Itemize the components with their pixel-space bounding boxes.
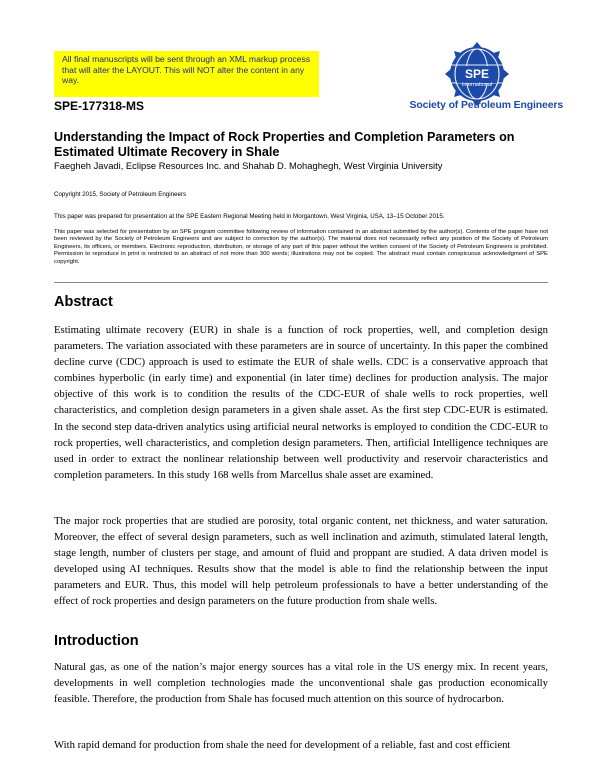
introduction-paragraph-1: Natural gas, as one of the nation’s major energy sources has a vital role in the US energy mix. In recent years, developments in well completion technologies made the unconventional shale gas production economically feasible. Therefore, the production from Shale has focused much attention on this source of hydrocarbon. xyxy=(54,661,548,706)
xml-markup-notice: All final manuscripts will be sent through an XML markup process that will alter the LAYOUT. This will NOT alter the content in any way. xyxy=(54,51,319,97)
paper-id: SPE-177318-MS xyxy=(54,99,145,113)
selection-statement: This paper was selected for presentation by an SPE program committee following review of information contained in an abstract submitted by the author(s). Contents of the paper have not been reviewed by the Society of Petroleum Engineers and are subject to correction by the author(s). The material does not necessarily reflect any position of the Society of Petroleum Engineers, its officers, or members. Electronic reproduction, distribution, or storage of any part of this paper without the written consent of the Society of Petroleum Engineers is prohibited. Permission to reproduce in print is restricted to an abstract of not more than 300 words; illustrations may not be copied. The abstract must contain conspicuous acknowledgment of SPE copyright. xyxy=(54,229,548,265)
prepared-statement: This paper was prepared for presentation at the SPE Eastern Regional Meeting held in Morgantown, West Virginia, USA, 13–15 October 2015. xyxy=(54,213,445,220)
copyright-line: Copyright 2015, Society of Petroleum Engineers xyxy=(54,191,187,198)
header-divider xyxy=(54,282,548,283)
abstract-paragraph-2: The major rock properties that are studied are porosity, total organic content, net thickness, and water saturation. Moreover, the effect of several design parameters, such as well inclination and azimuth, stimulated lateral length, stage length, number of clusters per stage, and amount of fluid and proppant are studied. A data driven model is developed using AI techniques. Results show that the model is able to find the relationship between the input parameters and EUR. Thus, this model will help petroleum professionals to have a better understanding of the effect of rock properties and design parameters on the future production from shale wells. xyxy=(54,515,548,608)
logo-spe-text: SPE xyxy=(464,67,490,81)
abstract-heading: Abstract xyxy=(54,294,113,310)
introduction-paragraph-2: With rapid demand for production from shale the need for development of a reliable, fast and cost efficient xyxy=(54,739,511,751)
paper-title: Understanding the Impact of Rock Properties and Completion Parameters on Estimated Ultimate Recovery in Shale xyxy=(54,130,515,159)
abstract-paragraph-1: Estimating ultimate recovery (EUR) in shale is a function of rock properties, well, and completion design parameters. The variation associated with these parameters are in source of uncertainty. In this paper the combined decline curve (CDC) approach is used to estimate the EUR of shale wells. CDC is a conservative approach that combines hyperbolic (in early time) and exponential (in later time) declines for production analysis. The major objective of this work is to condition the results of the CDC-EUR of shale wells to rock properties, well characteristics, and completion design parameters in a given shale asset. As the first step CDC-EUR is estimated. In the second step data-driven analytics using artificial neural networks is employed to condition the CDC-EUR to rock properties, well characteristics, and completion design parameters. Then, artificial Intelligence techniques are used in order to extract the nonlinear relationship between well productivity and reservoir characteristics and completion parameters. In this study 168 wells from Marcellus shale asset are examined. xyxy=(54,324,548,481)
logo-international-text: International xyxy=(461,82,493,88)
introduction-heading: Introduction xyxy=(54,633,139,649)
authors: Faegheh Javadi, Eclipse Resources Inc. and Shahab D. Mohaghegh, West Virginia University xyxy=(54,160,443,171)
society-name: Society of Petroleum Engineers xyxy=(409,100,563,111)
